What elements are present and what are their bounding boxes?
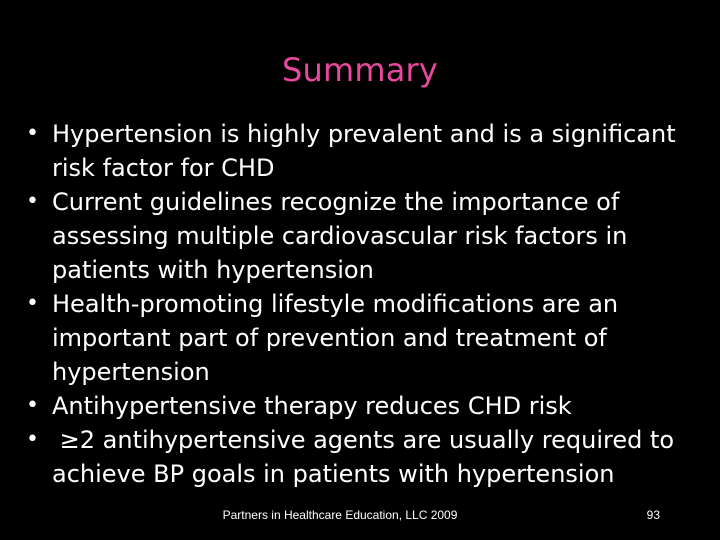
bullet-dot-icon: • [26, 189, 39, 214]
bullet-dot-icon: • [26, 291, 39, 316]
bullet-item [22, 389, 692, 423]
bullet-text: ≥2 antihypertensive agents are usually required to achieve BP goals in patients with hypertension [52, 426, 682, 488]
bullet-dot-icon: • [26, 427, 39, 452]
bullet-list [22, 117, 692, 491]
bullet-item [22, 185, 692, 287]
slide-title: Summary [281, 51, 439, 89]
bullet-text: Health-promoting lifestyle modifications are an important part of prevention and treatment of hypertension [52, 290, 619, 386]
bullet-text: Current guidelines recognize the importance of assessing multiple cardiovascular risk factors in patients with hypertension [52, 188, 628, 284]
bullet-item [22, 287, 692, 389]
bullet-text: Antihypertensive therapy reduces CHD risk [52, 392, 572, 420]
bullet-text: Hypertension is highly prevalent and is a significant risk factor for CHD [52, 120, 676, 182]
bullet-item [22, 423, 692, 491]
bullet-dot-icon: • [26, 121, 39, 146]
footer-text: Partners in Healthcare Education, LLC 2009 [222, 508, 458, 522]
bullet-dot-icon: • [26, 393, 39, 418]
bullet-item [22, 117, 692, 185]
page-number: 93 [646, 508, 660, 522]
